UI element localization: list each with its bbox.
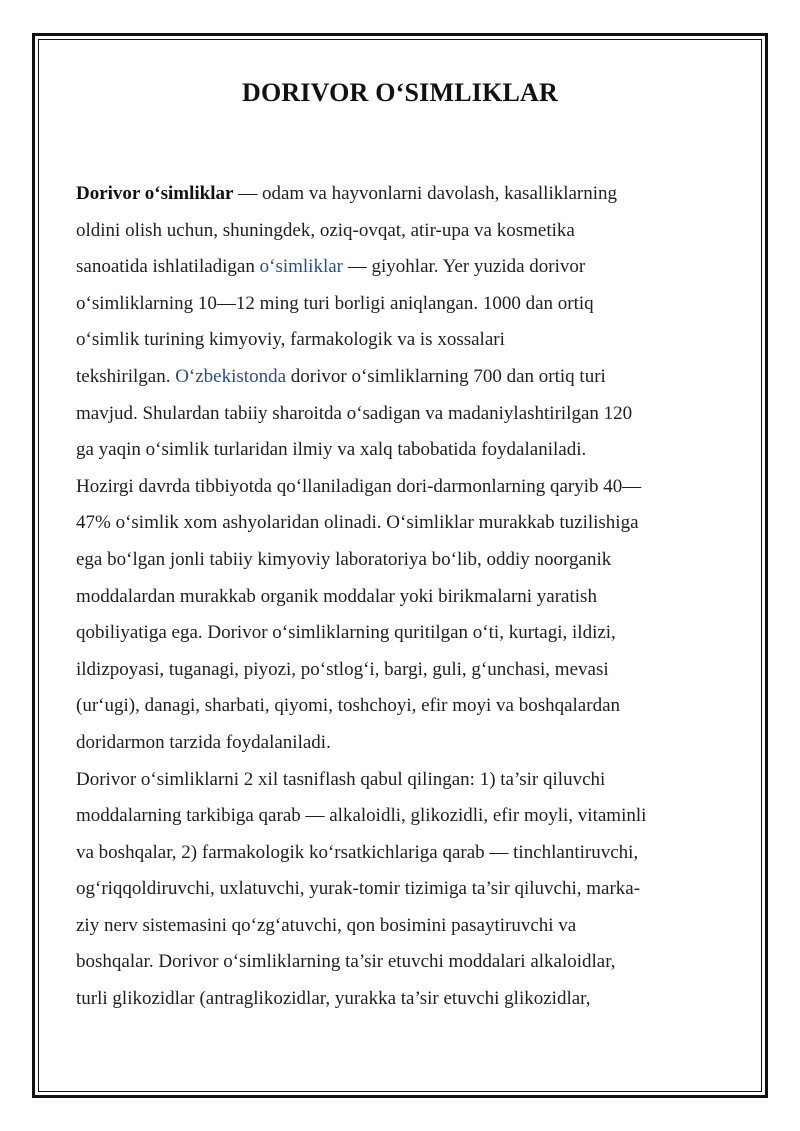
text-line: va boshqalar, 2) farmakologik ko‘rsatkichlariga qarab — tinchlantiruvchi, <box>76 841 639 863</box>
text-segment: — odam va hayvonlarni davolash, kasalliklarning <box>233 183 618 204</box>
text-line: ildizpoyasi, tuganagi, piyozi, po‘stlog‘i, bargi, guli, g‘unchasi, mevasi <box>76 658 609 680</box>
text-line: turli glikozidlar (antraglikozidlar, yurakka ta’sir etuvchi glikozidlar, <box>76 988 591 1010</box>
text-line: Dorivor o‘simliklarni 2 xil tasniflash qabul qilingan: 1) ta’sir qiluvchi <box>76 768 606 790</box>
text-line: doridarmon tarzida foydalaniladi. <box>76 731 331 753</box>
text-line: moddalardan murakkab organik moddalar yoki birikmalarni yaratish <box>76 585 597 607</box>
text-line: o‘simliklarning 10—12 ming turi borligi aniqlangan. 1000 dan ortiq <box>76 292 594 314</box>
text-line: mavjud. Shulardan tabiiy sharoitda o‘sadigan va madaniylashtirilgan 120 <box>76 402 633 424</box>
text-segment: sanoatida ishlatiladigan <box>76 256 260 278</box>
text-segment: — giyohlar. Yer yuzida dorivor <box>343 256 586 278</box>
text-line: og‘riqqoldiruvchi, uxlatuvchi, yurak-tomir tizimiga ta’sir qiluvchi, marka- <box>76 878 641 900</box>
text-line <box>76 176 726 213</box>
page-title: DORIVOR O‘SIMLIKLAR <box>241 78 559 107</box>
document-body <box>76 176 726 1018</box>
link-ozbekistonda[interactable]: O‘zbekistonda <box>175 365 287 387</box>
text-line: Hozirgi davrda tibbiyotda qo‘llaniladigan dori-darmonlarning qaryib 40— <box>76 475 642 497</box>
text-line <box>76 359 726 396</box>
link-osimliklar[interactable]: o‘simliklar <box>259 256 344 278</box>
text-segment: dorivor o‘simliklarning 700 dan ortiq turi <box>286 365 606 387</box>
text-segment: tekshirilgan. <box>76 365 176 387</box>
term-bold: Dorivor o‘simliklar <box>76 183 234 204</box>
text-line: ziy nerv sistemasini qo‘zg‘atuvchi, qon bosimini pasaytiruvchi va <box>76 914 577 936</box>
text-line: ega bo‘lgan jonli tabiiy kimyoviy laboratoriya bo‘lib, oddiy noorganik <box>76 548 612 570</box>
text-line: moddalarning tarkibiga qarab — alkaloidli, glikozidli, efir moyli, vitaminli <box>76 805 647 827</box>
text-line: boshqalar. Dorivor o‘simliklarning ta’sir etuvchi moddalari alkaloidlar, <box>76 951 616 973</box>
text-line <box>76 249 726 286</box>
paragraph-intro <box>76 176 726 762</box>
text-line: 47% o‘simlik xom ashyolaridan olinadi. O‘simliklar murakkab tuzilishiga <box>76 512 639 534</box>
paragraph-classification <box>76 762 726 1018</box>
text-line: ga yaqin o‘simlik turlaridan ilmiy va xalq tabobatida foydalaniladi. <box>76 439 587 461</box>
text-line: o‘simlik turining kimyoviy, farmakologik va is xossalari <box>76 329 505 351</box>
text-line: (ur‘ugi), danagi, sharbati, qiyomi, toshchoyi, efir moyi va boshqalardan <box>76 695 621 717</box>
text-line: qobiliyatiga ega. Dorivor o‘simliklarning quritilgan o‘ti, kurtagi, ildizi, <box>76 622 616 644</box>
text-line: oldini olish uchun, shuningdek, oziq-ovqat, atir-upa va kosmetika <box>76 219 575 241</box>
